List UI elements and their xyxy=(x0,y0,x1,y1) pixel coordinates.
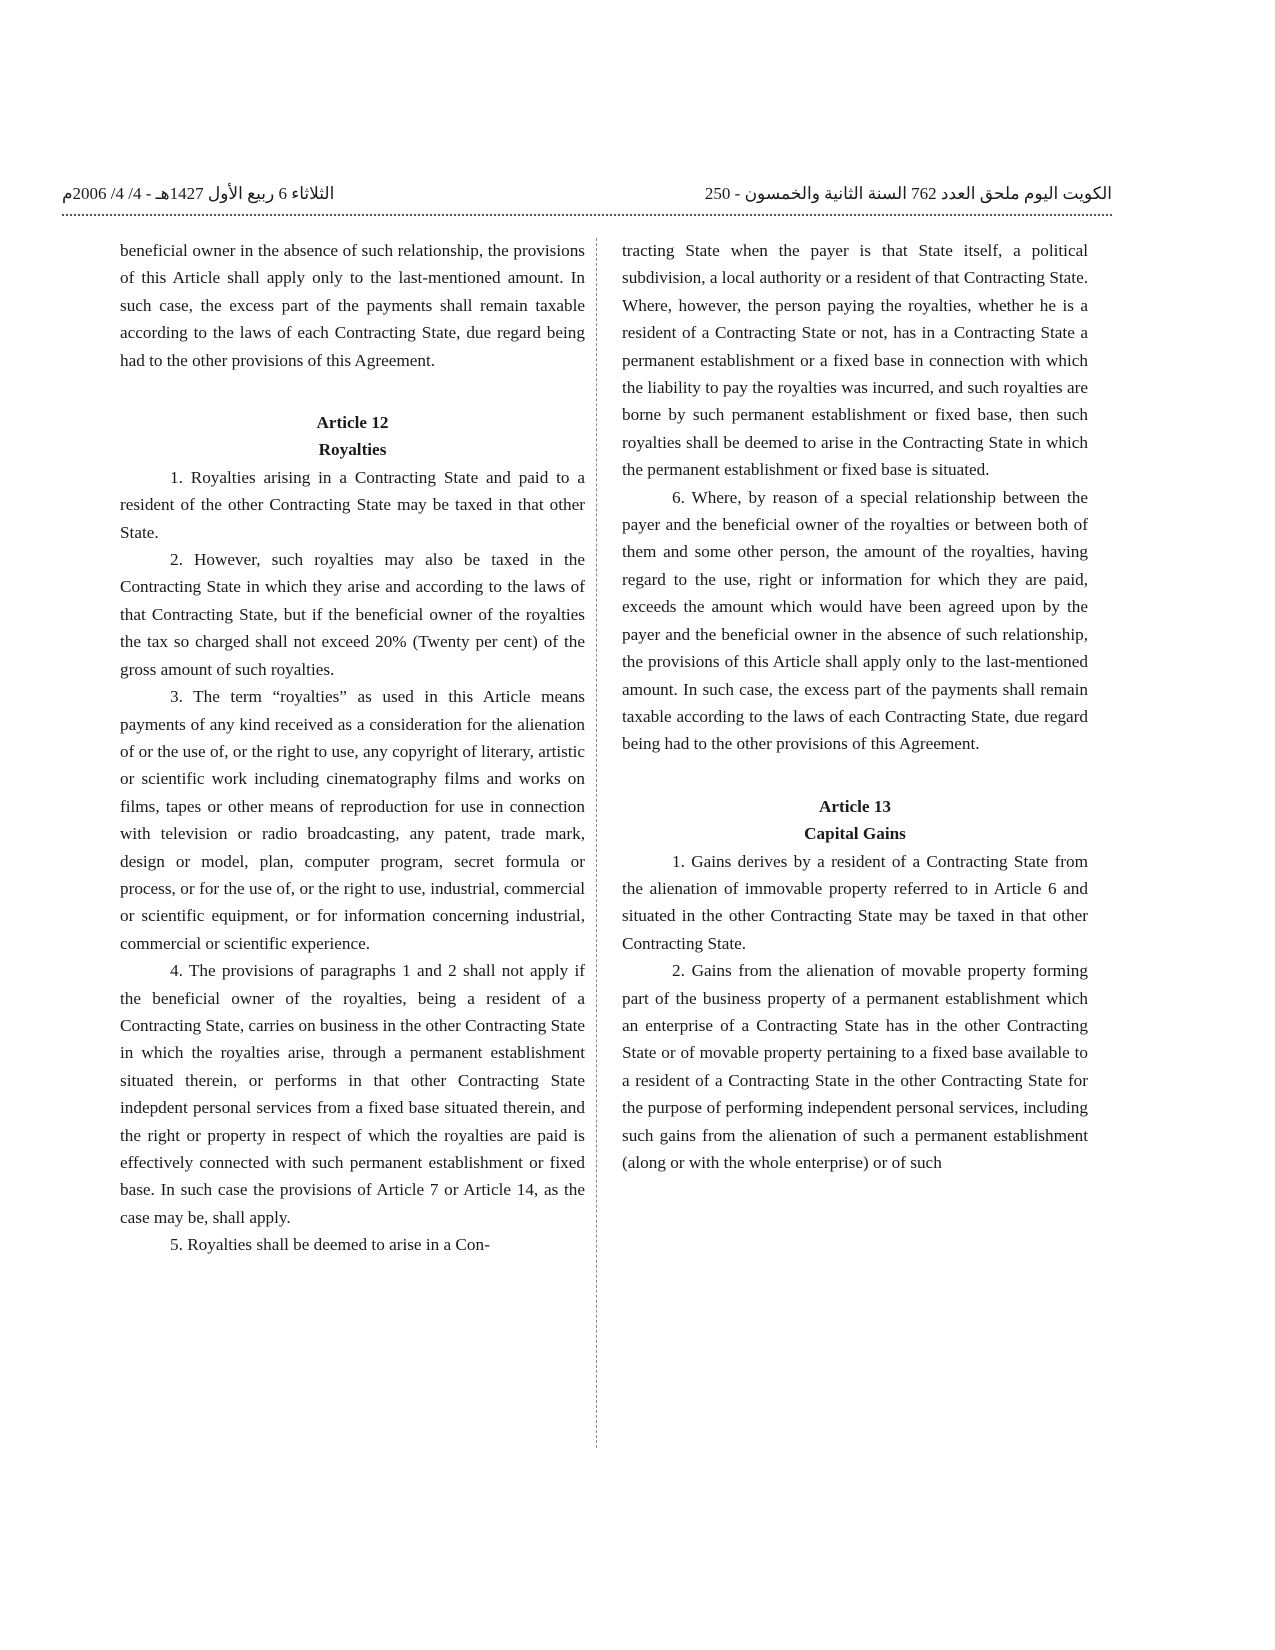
right-column xyxy=(622,237,1088,1176)
article-12-title: Royalties xyxy=(318,440,387,460)
column-divider xyxy=(596,238,597,1448)
left-column xyxy=(120,237,585,1259)
article-13-paragraph-1: 1. Gains derives by a resident of a Contracting State from the alienation of immovable property referred to in Article 6 and situated in the other Contracting State may be taxed in that other Contracting State. xyxy=(622,851,1088,953)
article-12-paragraph-3: 3. The term “royalties” as used in this Article means payments of any kind received as a consideration for the alienation of or the use of, or the right to use, any copyright of literary, artistic or scientific work including cinematography films and works on films, tapes or other means of reproduction for use in connection with television or radio broadcasting, any patent, trade mark, design or model, plan, computer program, secret formula or process, or for the use of, or the right to use, industrial, commercial or scientific equipment, or for information concerning industrial, commercial or scientific experience. xyxy=(120,687,585,953)
continuation-paragraph: tracting State when the payer is that State itself, a political subdivision, a local authority or a resident of that Contracting State. Where, however, the person paying the royalties, whether he is a resident of a Contracting State or not, has in a Contracting State a permanent establishment or a fixed base in connection with which the liability to pay the royalties was incurred, and such royalties are borne by such permanent establishment or fixed base, then such royalties shall be deemed to arise in the Contracting State in which the permanent establishment or fixed base is situated. xyxy=(622,241,1088,480)
article-12-number: Article 12 xyxy=(316,413,389,433)
continuation-paragraph: beneficial owner in the absence of such relationship, the provisions of this Article shall apply only to the last-mentioned amount. In such case, the excess part of the payments shall remain taxable according to the laws of each Contracting State, due regard being had to the other provisions of this Agreement. xyxy=(120,241,585,370)
spacer xyxy=(622,785,1088,793)
article-12-paragraph-1: 1. Royalties arising in a Contracting State and paid to a resident of the other Contracting State may be taxed in that other State. xyxy=(120,467,585,542)
spacer xyxy=(120,401,585,409)
header-rule xyxy=(62,214,1112,216)
article-12-paragraph-5: 5. Royalties shall be deemed to arise in a Con- xyxy=(170,1235,490,1255)
article-13-paragraph-2: 2. Gains from the alienation of movable property forming part of the business property of a permanent establishment which an enterprise of a Contracting State has in the other Contracting State or of movable property pertaining to a fixed base available to a resident of a Contracting State in the other Contracting State for the purpose of performing independent personal services, including such gains from the alienation of such a permanent establishment (along or with the whole enterprise) or of such xyxy=(622,961,1088,1172)
page-header xyxy=(62,184,1112,214)
article-12-paragraph-4: 4. The provisions of paragraphs 1 and 2 shall not apply if the beneficial owner of the royalties, being a resident of a Contracting State, carries on business in the other Contracting State in which the royalties arise, through a permanent establishment situated therein, or performs in that other Contracting State indepdent personal services from a fixed base situated therein, and the right or property in respect of which the royalties are paid is effectively connected with such permanent establishment or fixed base. In such case the provisions of Article 7 or Article 14, as the case may be, shall apply. xyxy=(120,961,585,1227)
header-publication-line: الكويت اليوم ملحق العدد 762 السنة الثانية والخمسون - 250 xyxy=(704,184,1112,203)
article-12-paragraph-6: 6. Where, by reason of a special relationship between the payer and the beneficial owner of the royalties or between both of them and some other person, the amount of the royalties, having regard to the use, right or information for which they are paid, exceeds the amount which would have been agreed upon by the payer and the beneficial owner in the absence of such relationship, the provisions of this Article shall apply only to the last-mentioned amount. In such case, the excess part of the payments shall remain taxable according to the laws of each Contracting State, due regard being had to the other provisions of this Agreement. xyxy=(622,487,1088,754)
article-12-paragraph-2: 2. However, such royalties may also be taxed in the Contracting State in which they arise and according to the laws of that Contracting State, but if the beneficial owner of the royalties the tax so charged shall not exceed 20% (Twenty per cent) of the gross amount of such royalties. xyxy=(120,550,585,679)
spacer xyxy=(622,758,1088,785)
article-13-number: Article 13 xyxy=(818,796,892,816)
article-13-title: Capital Gains xyxy=(804,824,906,844)
header-date-line: الثلاثاء 6 ربيع الأول 1427هـ - 4/ 4/ 2006م xyxy=(62,184,335,203)
spacer xyxy=(120,374,585,401)
